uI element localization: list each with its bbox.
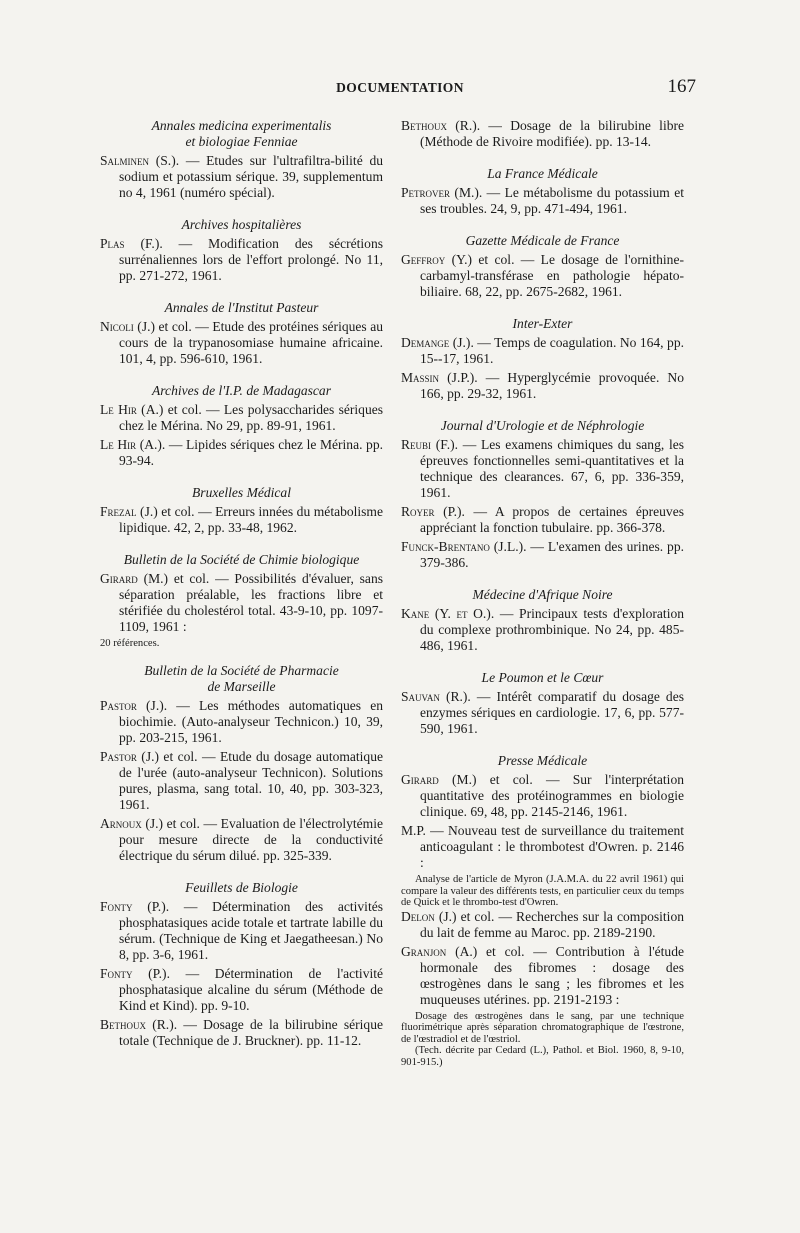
running-header: DOCUMENTATION (336, 80, 464, 95)
journal-heading (100, 383, 383, 399)
bibliography-entry (401, 437, 684, 501)
section-gap (100, 867, 383, 880)
bibliography-entry (100, 749, 383, 813)
bibliography-entry (100, 236, 383, 284)
bibliography-entry (401, 823, 684, 871)
entry-text: et col. — Possibilités d'évaluer, sans séparation préalable, les fractions libre et stérifiée du cholestérol total. 43-9-10, pp. 1097-1109, 1961 : (119, 571, 383, 634)
section-gap (401, 574, 684, 587)
entry-author: Pastor (J.) (100, 748, 159, 764)
entry-text: — Modification des sécrétions surrénaliennes lors de l'effort prolongé. No 11, pp. 271-272, 1961. (119, 236, 383, 283)
entry-author: Sauvan (R.). (401, 689, 471, 704)
journal-heading-line: Médecine d'Afrique Noire (472, 587, 613, 602)
entry-text: — Dosage de la bilirubine libre (Méthode de Rivoire modifiée). pp. 13-14. (420, 118, 684, 149)
journal-heading-line: Gazette Médicale de France (465, 233, 620, 248)
journal-heading-line: Le Poumon et le Cœur (481, 670, 604, 685)
entry-author: Nicoli (J.) (100, 319, 155, 334)
entry-text: et col. — Les polysaccharides sériques chez le Mérina. No 29, pp. 89-91, 1961. (119, 402, 384, 433)
bibliography-entry (401, 185, 684, 217)
journal-heading (100, 217, 383, 233)
section-gap (100, 287, 383, 300)
entry-text: et col. — Recherches sur la composition du lait de femme au Maroc. pp. 2189-2190. (420, 908, 684, 940)
journal-heading-line: Feuillets de Biologie (185, 879, 298, 895)
bibliography-entry (100, 319, 383, 367)
bibliography-entry (100, 402, 383, 434)
journal-heading (100, 300, 383, 316)
entry-text: — Hyperglycémie provoquée. No 166, pp. 29-32, 1961. (420, 370, 684, 401)
journal-heading (401, 587, 684, 603)
section-gap (100, 539, 383, 552)
bibliography-entry (401, 689, 684, 737)
journal-heading (401, 233, 684, 249)
entry-author: Fonty (P.). (100, 965, 170, 981)
journal-heading (100, 118, 383, 150)
entry-text: et col. — Contribution à l'étude hormonale des fibromes : dosage des œstrogènes dans le sang ; les fibromes et les muqueuses utérines. pp. 2191-2193 : (420, 943, 684, 1007)
section-gap (100, 472, 383, 485)
entry-text: — Temps de coagulation. No 164, pp. 15--17, 1961. (420, 335, 684, 366)
bibliography-entry (100, 966, 383, 1014)
entry-text: et col. — Etude du dosage automatique de l'urée (auto-analyseur Technicon). Solutions pures, plasma, sang total. 10, 40, pp. 303-323, 1961. (119, 748, 383, 812)
journal-heading-line: Bruxelles Médical (192, 485, 291, 500)
entry-text: — Dosage de la bilirubine sérique totale (Technique de J. Bruckner). pp. 11-12. (119, 1016, 383, 1048)
bibliography-entry (100, 899, 383, 963)
entry-author: Royer (P.). (401, 504, 465, 519)
section-gap (401, 303, 684, 316)
journal-heading-line: Bulletin de la Société de Pharmacie (144, 662, 339, 678)
bibliography-entry (100, 698, 383, 746)
bibliography-entry (100, 1017, 383, 1049)
journal-heading-line: Inter-Exter (512, 316, 573, 331)
bibliography-entry (401, 539, 684, 571)
bibliography-entry (100, 571, 383, 635)
entry-author: Petrover (M.). (401, 185, 483, 200)
left-column (100, 118, 383, 1052)
journal-heading (401, 670, 684, 686)
journal-heading-line: La France Médicale (487, 166, 598, 181)
bibliography-entry (100, 437, 383, 469)
entry-text: — A propos de certaines épreuves appréciant la fonction tubulaire. pp. 366-378. (420, 504, 684, 535)
entry-author: Girard (M.) (100, 571, 169, 586)
journal-heading-line: et biologiae Fenniae (185, 134, 298, 149)
entry-text: et col. — Evaluation de l'électrolytémie pour mesure directe de la conductivité électrique du sérum dilué. pp. 325-339. (119, 815, 383, 863)
entry-author: Salminen (S.). (100, 153, 180, 168)
journal-heading (401, 166, 684, 182)
journal-heading-line: Presse Médicale (497, 753, 588, 768)
bibliography-entry (401, 504, 684, 536)
entry-text: — Etudes sur l'ultrafiltra-bilité du sodium et potassium sérique. 39, supplementum no 4, 1961 (numéro spécial). (119, 153, 383, 200)
entry-author: Arnoux (J.) (100, 815, 164, 831)
journal-heading-line: Bulletin de la Société de Chimie biologique (123, 552, 360, 567)
entry-author: Delon (J.) (401, 908, 457, 924)
entry-text: — Nouveau test de surveillance du traitement anticoagulant : le thrombotest d'Owren. p. 2146 : (420, 823, 684, 870)
journal-heading (100, 880, 383, 896)
entry-text: — Les méthodes automatiques en biochimie. (Auto-analyseur Technicon.) 10, 39, pp. 203-215, 1961. (119, 697, 383, 745)
bibliography-entry (401, 606, 684, 654)
bibliography-entry (401, 909, 684, 941)
entry-author: Granjon (A.) (401, 943, 478, 959)
entry-text: — L'examen des urines. pp. 379-386. (420, 539, 684, 570)
entry-note: Dosage des œstrogènes dans le sang, par une technique fluorimétrique après séparation chromatographique de l'œstrone, de l'œstradiol et de l'œstriol. (401, 1010, 684, 1045)
journal-heading-line: de Marseille (207, 678, 276, 694)
journal-heading-line: Annales medicina experimentalis (151, 118, 332, 133)
journal-heading (401, 316, 684, 332)
journal-heading (401, 418, 684, 434)
entry-text: — Détermination de l'activité phosphatasique alcaline du sérum (Méthode de Kind et Kind). pp. 9-10. (119, 965, 384, 1013)
entry-note: (Tech. décrite par Cedard (L.), Pathol. et Biol. 1960, 8, 9-10, 901-915.) (401, 1045, 684, 1068)
bibliography-entry (401, 118, 684, 150)
entry-author: M.P. (401, 823, 426, 838)
bibliography-entry (401, 944, 684, 1008)
entry-text: et col. — Le dosage de l'ornithine-carbamyl-transférase en pathologie hépato-biliaire. 68, 22, pp. 2675-2682, 1961. (420, 252, 684, 299)
bibliography-entry (100, 816, 383, 864)
entry-author: Kane (Y. et O.). (401, 606, 495, 621)
bibliography-entry (401, 370, 684, 402)
section-gap (100, 370, 383, 383)
entry-text: — Principaux tests d'exploration du complexe prothrombinique. No 24, pp. 485-486, 1961. (420, 606, 685, 653)
entry-author: Plas (F.). (100, 236, 163, 251)
entry-author: Le Hir (A.). (100, 437, 166, 452)
entry-text: — Le métabolisme du potassium et ses troubles. 24, 9, pp. 471-494, 1961. (420, 185, 684, 216)
journal-heading-line: Archives de l'I.P. de Madagascar (152, 383, 331, 398)
journal-heading (100, 485, 383, 501)
bibliography-entry (100, 504, 383, 536)
bibliography-entry (401, 252, 684, 300)
entry-author: Frezal (J.) (100, 504, 158, 519)
section-gap (401, 657, 684, 670)
entry-author: Massin (J.P.). (401, 370, 478, 385)
entry-text: — Détermination des activités phosphatasiques acide totale et tartrate labille du sérum. (Technique de King et Jaegatheesan.) No 8, pp. 3-6, 1961. (119, 898, 383, 962)
entry-author: Le Hir (A.) (100, 402, 164, 417)
section-gap (401, 740, 684, 753)
page-number: 167 (667, 76, 696, 97)
journal-heading (100, 552, 383, 568)
entry-note: Analyse de l'article de Myron (J.A.M.A. du 22 avril 1961) qui compare la valeur des différents tests, en particulier ceux du temps de Quick et le thrombo-test d'Owren. (401, 874, 684, 908)
entry-author: Reubi (F.). (401, 437, 458, 452)
entry-author: Pastor (J.). (100, 697, 168, 713)
journal-heading (100, 663, 383, 695)
journal-heading-line: Archives hospitalières (181, 217, 302, 232)
entry-note: 20 références. (100, 638, 160, 649)
entry-text: — Lipides sériques chez le Mérina. pp. 93-94. (119, 437, 383, 468)
section-gap (401, 220, 684, 233)
journal-heading-line: Journal d'Urologie et de Néphrologie (440, 418, 645, 433)
bibliography-entry (401, 772, 684, 820)
bibliography-entry (401, 335, 684, 367)
entry-author: Bethoux (R.). (100, 1016, 178, 1032)
entry-text: — Intérêt comparatif du dosage des enzymes sériques en cardiologie. 17, 6, pp. 577-590, 1961. (420, 689, 684, 736)
entry-author: Demange (J.). (401, 335, 474, 350)
entry-text: et col. — Etude des protéines sériques au cours de la trypanosomiase humaine africaine. 101, 4, pp. 596-610, 1961. (119, 319, 383, 366)
entry-author: Girard (M.) (401, 772, 477, 787)
journal-heading (401, 753, 684, 769)
entry-author: Funck-Brentano (J.L.). (401, 539, 527, 554)
bibliography-entry (100, 153, 383, 201)
journal-heading-line: Annales de l'Institut Pasteur (164, 300, 319, 315)
section-gap (401, 153, 684, 166)
entry-text: et col. — Erreurs innées du métabolisme lipidique. 42, 2, pp. 33-48, 1962. (119, 504, 383, 535)
section-gap (401, 405, 684, 418)
entry-author: Bethoux (R.). (401, 118, 481, 133)
section-gap (100, 204, 383, 217)
entry-author: Fonty (P.). (100, 898, 170, 914)
entry-text: et col. — Sur l'interprétation quantitative des protéinogrammes en biologie clinique. 69, 48, pp. 2145-2146, 1961. (420, 772, 684, 819)
section-gap (100, 650, 383, 663)
right-column (401, 118, 684, 1068)
entry-author: Geffroy (Y.) (401, 252, 473, 267)
entry-text: — Les examens chimiques du sang, les épreuves fonctionnelles semi-quantitatives et la technique des clearances. 67, 6, pp. 336-359, 1961. (420, 437, 684, 500)
